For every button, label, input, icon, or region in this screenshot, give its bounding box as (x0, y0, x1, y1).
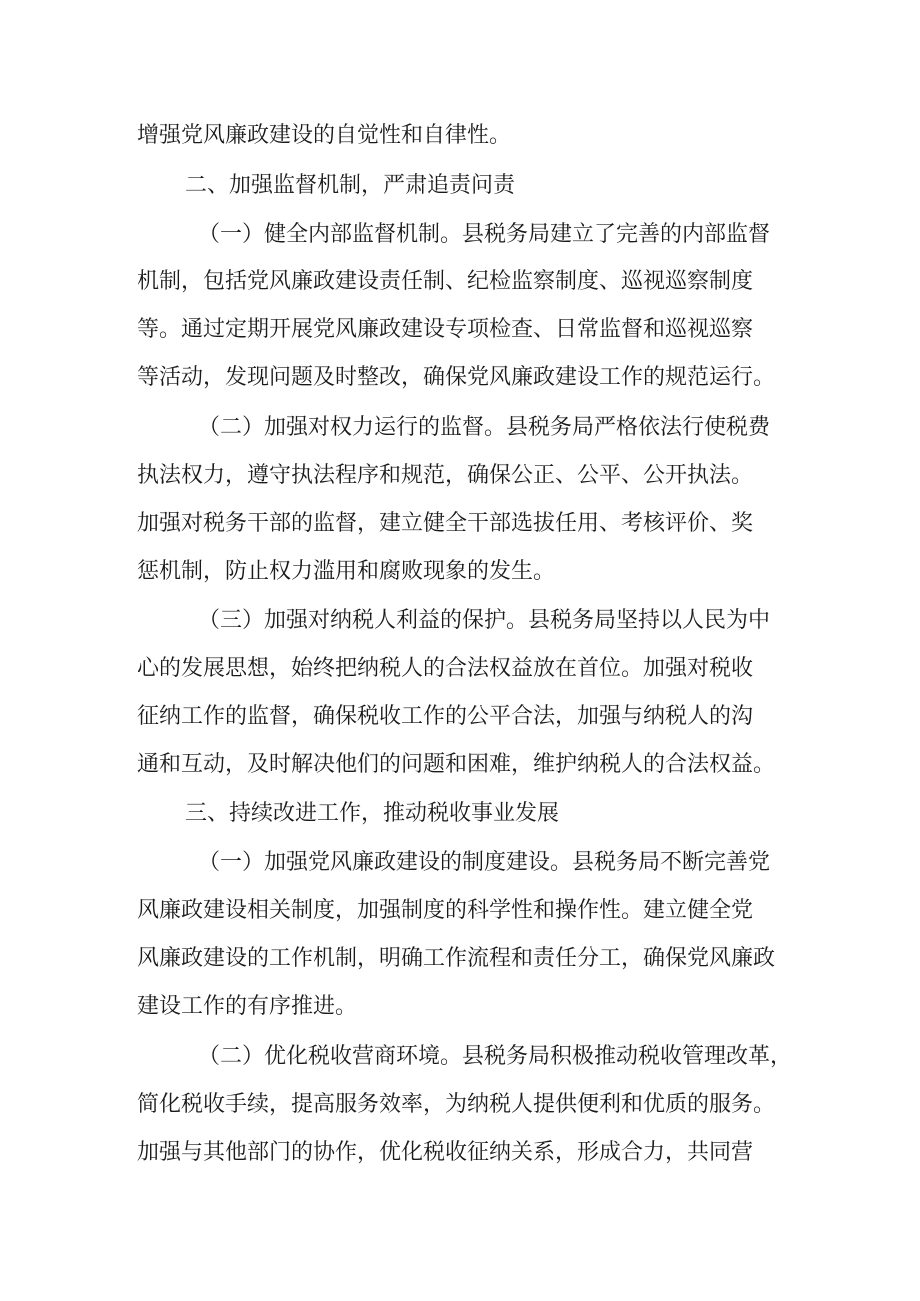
text-line (0, 116, 920, 156)
text-line (0, 504, 920, 544)
text-line (0, 215, 920, 255)
text-line (0, 843, 920, 883)
line-text: 惩机制，防止权力滥用和腐败现象的发生。 (137, 559, 556, 584)
line-text: 风廉政建设的工作机制，明确工作流程和责任分工，确保党风廉政 (137, 946, 776, 971)
text-line (0, 891, 920, 931)
line-text: （一）健全内部监督机制。县税务局建立了完善的内部监督 (198, 222, 771, 247)
section-heading (0, 794, 920, 834)
text-line (0, 601, 920, 641)
line-text: （一）加强党风廉政建设的制度建设。县税务局不断完善党 (198, 850, 771, 875)
text-line (0, 939, 920, 979)
text-line (0, 408, 920, 448)
line-text: 征纳工作的监督，确保税收工作的公平合法，加强与纳税人的沟 (137, 704, 754, 729)
text-line (0, 987, 920, 1027)
line-text: 简化税收手续，提高服务效率，为纳税人提供便利和优质的服务。 (137, 1092, 776, 1117)
text-line (0, 310, 920, 350)
line-text: 风廉政建设相关制度，加强制度的科学性和操作性。建立健全党 (137, 898, 754, 923)
text-line (0, 697, 920, 737)
text-line (0, 1133, 920, 1173)
text-line (0, 552, 920, 592)
line-text: 等。通过定期开展党风廉政建设专项检查、日常监督和巡视巡察 (137, 317, 754, 342)
line-text: （三）加强对纳税人利益的保护。县税务局坚持以人民为中 (198, 608, 771, 633)
text-line (0, 262, 920, 302)
text-line (0, 456, 920, 496)
line-text: 等活动，发现问题及时整改，确保党风廉政建设工作的规范运行。 (137, 365, 776, 390)
line-text: 通和互动，及时解决他们的问题和困难，维护纳税人的合法权益。 (137, 752, 776, 777)
text-line (0, 1085, 920, 1125)
text-line (0, 745, 920, 785)
line-text: 机制，包括党风廉政建设责任制、纪检监察制度、巡视巡察制度 (137, 269, 754, 294)
line-text: 建设工作的有序推进。 (137, 994, 358, 1019)
line-text: 执法权力，遵守执法程序和规范，确保公正、公平、公开执法。 (137, 463, 754, 488)
line-text: （二）优化税收营商环境。县税务局积极推动税收管理改革， (198, 1044, 793, 1069)
text-line (0, 1037, 920, 1077)
line-text: 二、加强监督机制，严肃追责问责 (185, 173, 516, 198)
line-text: 加强对税务干部的监督，建立健全干部选拔任用、考核评价、奖 (137, 511, 754, 536)
section-heading (0, 166, 920, 206)
line-text: 心的发展思想，始终把纳税人的合法权益放在首位。加强对税收 (137, 656, 754, 681)
text-line (0, 649, 920, 689)
text-line (0, 358, 920, 398)
line-text: 加强与其他部门的协作，优化税收征纳关系，形成合力，共同营 (137, 1140, 754, 1165)
line-text: 三、持续改进工作，推动税收事业发展 (185, 801, 560, 826)
line-text: 增强党风廉政建设的自觉性和自律性。 (137, 123, 512, 148)
line-text: （二）加强对权力运行的监督。县税务局严格依法行使税费 (198, 415, 771, 440)
